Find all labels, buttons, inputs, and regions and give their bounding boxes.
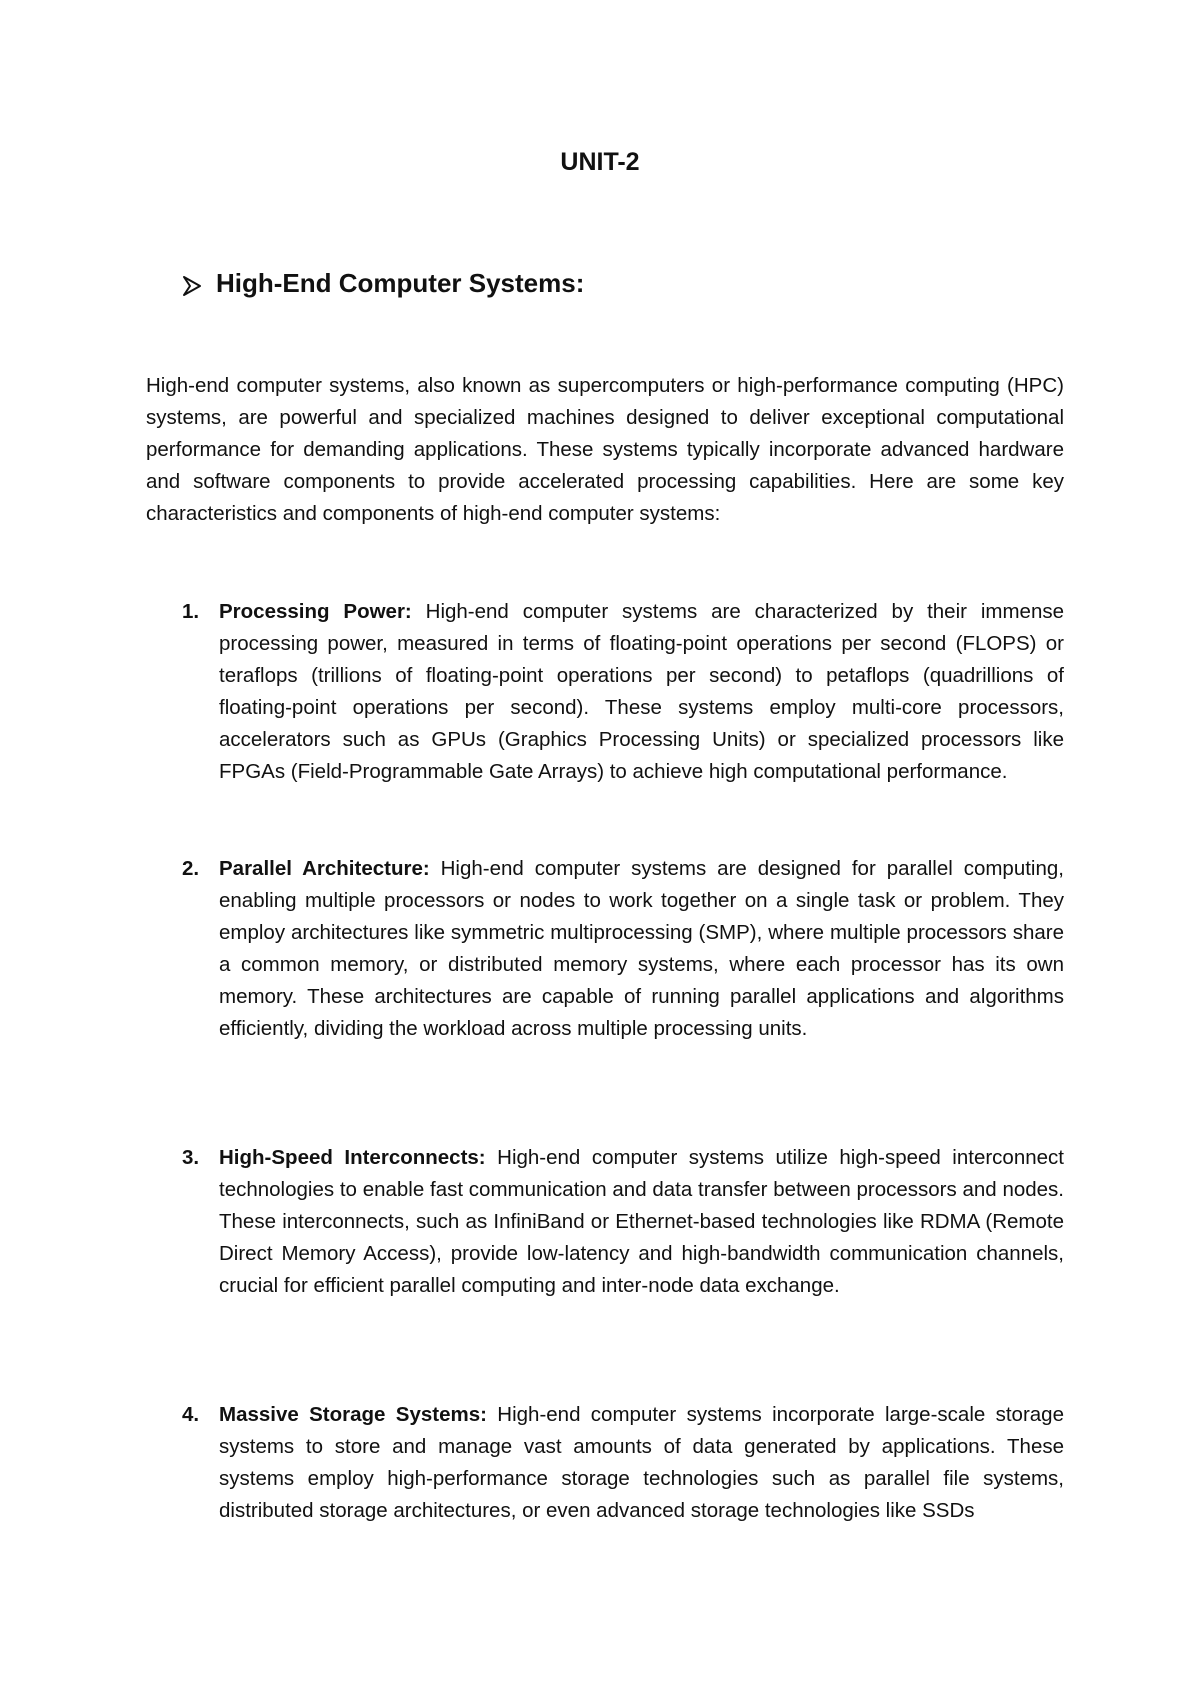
arrow-bullet-icon [182,273,202,295]
list-item [146,1399,1064,1527]
item-number: 2. [182,857,200,880]
item-term: High-Speed Interconnects: [219,1146,486,1169]
list-item [146,853,1064,1045]
item-body [219,1142,1064,1302]
intro-paragraph: High-end computer systems, also known as supercomputers or high-performance computing (HPC) systems, are powerful and specialized machines designed to deliver exceptional computational performance for demanding applications. These systems typically incorporate advanced hardware and software components to provide accelerated processing capabilities. Here are some key characteristics and components of high-end computer systems: [146,374,1064,525]
list-item [146,1142,1064,1302]
item-term: Parallel Architecture: [219,857,430,880]
list-item [146,596,1064,788]
item-text: High-end computer systems are characterized by their immense processing power, measured in terms of floating-point operations per second (FLOPS) or teraflops (trillions of floating-point operations per second) to petaflops (quadrillions of floating-point operations per second). These systems employ multi-core processors, accelerators such as GPUs (Graphics Processing Units) or specialized processors like FPGAs (Field-Programmable Gate Arrays) to achieve high computational performance. [219,600,1064,783]
item-body [219,596,1064,788]
section-heading [182,268,584,299]
item-term: Massive Storage Systems: [219,1403,487,1426]
item-body [219,1399,1064,1527]
item-text: High-end computer systems are designed for parallel computing, enabling multiple processors or nodes to work together on a single task or problem. They employ architectures like symmetric multiprocessing (SMP), where multiple processors share a common memory, or distributed memory systems, where each processor has its own memory. These architectures are capable of running parallel applications and algorithms efficiently, dividing the workload across multiple processing units. [219,857,1064,1040]
item-number: 1. [182,600,200,623]
item-text: High-end computer systems incorporate large-scale storage systems to store and manage vast amounts of data generated by applications. These systems employ high-performance storage technologies such as parallel file systems, distributed storage architectures, or even advanced storage technologies like SSDs [219,1403,1064,1522]
item-term: Processing Power: [219,600,412,623]
item-number: 3. [182,1146,200,1169]
item-text: High-end computer systems utilize high-speed interconnect technologies to enable fast communication and data transfer between processors and nodes. These interconnects, such as InfiniBand or Ethernet-based technologies like RDMA (Remote Direct Memory Access), provide low-latency and high-bandwidth communication channels, crucial for efficient parallel computing and inter-node data exchange. [219,1146,1064,1297]
section-heading-text: High-End Computer Systems: [216,268,585,298]
unit-title: UNIT-2 [560,148,640,176]
item-body [219,853,1064,1045]
item-number: 4. [182,1403,200,1426]
